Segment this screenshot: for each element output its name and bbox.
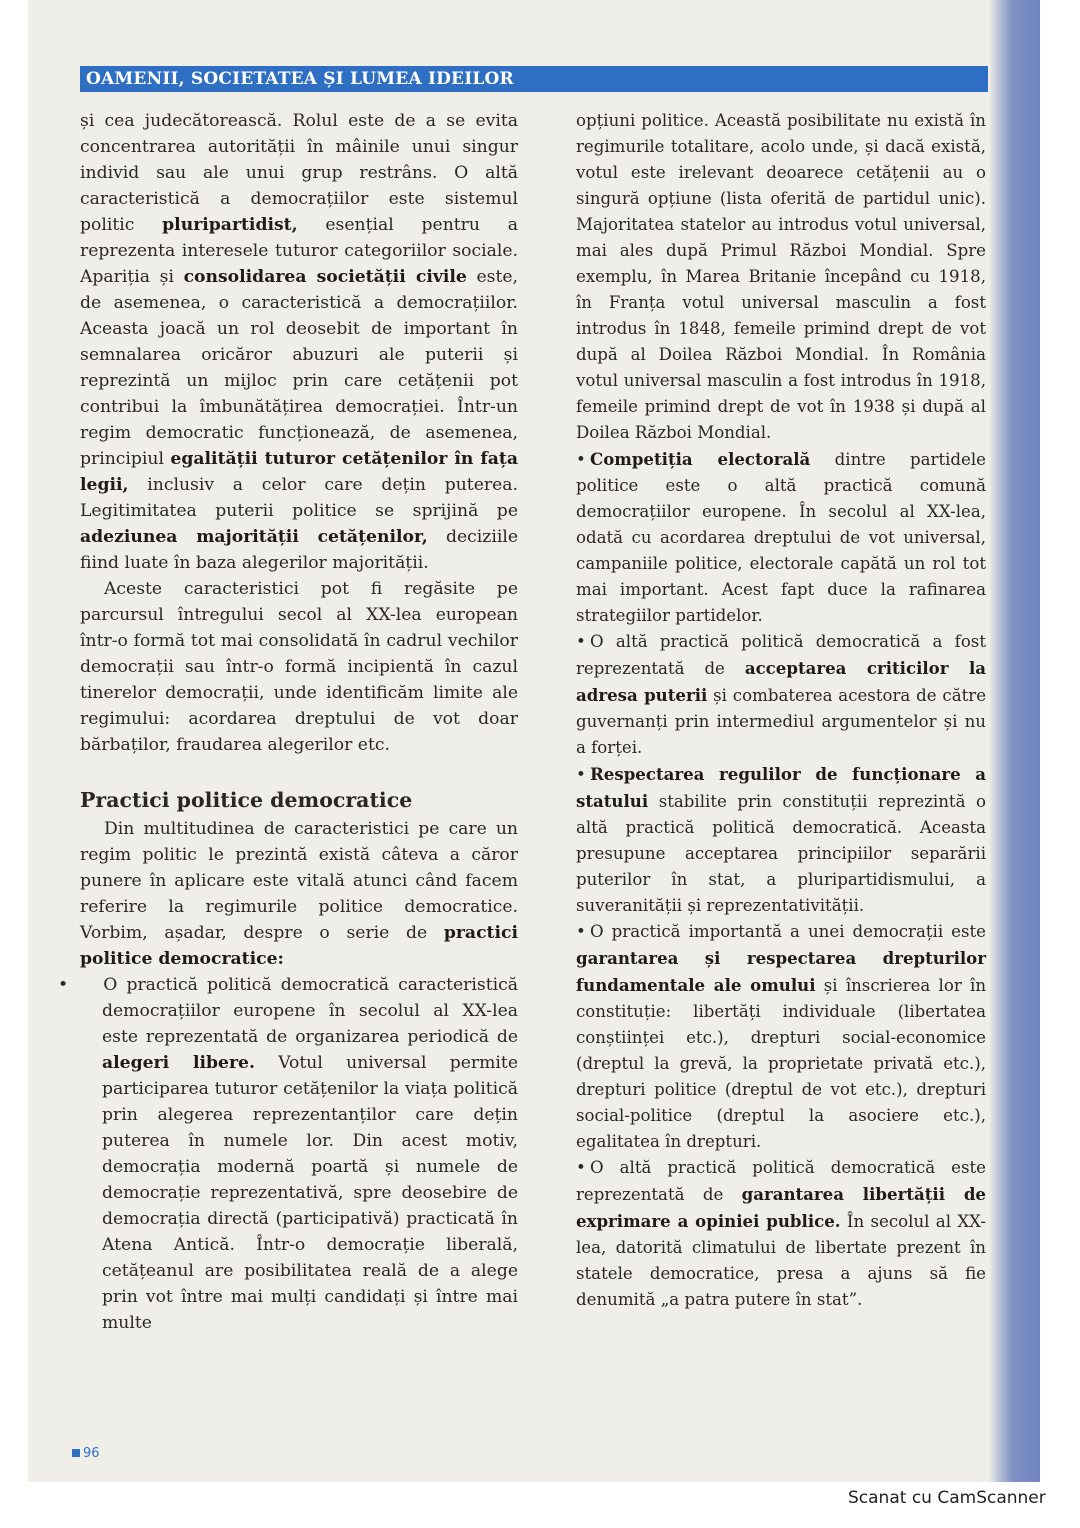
bold-term: consolidarea societății civile [183,267,467,287]
bullet-icon: • [576,632,586,651]
bullet-icon: • [576,922,586,941]
bold-term: egalității tuturor cetățenilor în fața legii, [80,449,518,495]
paragraph-continuation: opțiuni politice. Această posibilitate nu există în regimurile totalitare, acolo unde, și dacă există, votul este irelevant deoarece cetățenii au o singură opțiune (lista oferită de partidul unic). Majoritatea statelor au introdus votul universal, mai ales după Primul Război Mondial. Spre exemplu, în Marea Britanie începând cu 1918, în Franța votul universal masculin a fost introdus în 1848, femeile primind drept de vot după al Doilea Război Mondial. În România votul universal masculin a fost introdus în 1918, femeile primind drept de vot în 1938 și după al Doilea Război Mondial. [576,111,986,442]
scanner-watermark: Scanat cu CamScanner [848,1488,1046,1508]
section-heading: Practici politice democratice [80,788,413,812]
bold-term: Competiția electorală [590,449,811,469]
left-column [58,108,519,1336]
bullet-human-rights: • O practică importantă a unei democrații este garantarea și respectarea drepturilor fundamentale ale omului și înscrierea lor în constituție: libertăți individuale (libertatea conștiinței etc.), drepturi social-economice (dreptul la grevă, la proprietate privată etc.), drepturi politice (dreptul de vot etc.), drepturi social-politice (dreptul la asociere etc.), egalitatea în drepturi. [576,919,986,1155]
bold-term: pluripartidist, [162,215,298,235]
right-column [576,108,986,1313]
paragraph-twentieth-century: Aceste caracteristici pot fi regăsite pe parcursul întregului secol al XX-lea european într-o formă tot mai consolidată în cadrul vechilor democrații sau într-o formă incipientă în cazul tinerelor democrații, unde identificăm limite ale regimului: acordarea dreptului de vot doar bărbaților, fraudarea alegerilor etc. [80,579,518,755]
bold-term: acceptarea criticilor la adresa puterii [576,658,986,705]
paragraph-practices-intro: Din multitudinea de caracteristici pe care un regim politic le prezintă există câteva a căror punere în aplicare este vitală atunci când facem referire la regimurile politice democratice. Vorbim, așadar, despre o serie de practici politice democratice: [80,819,518,969]
paragraph-characteristics: și cea judecătorească. Rolul este de a se evita concentrarea autorității în mâinile unui singur individ sau ale unui grup restrâns. O altă caracteristică a democrațiilor este sistemul politic pluripartidist, esențial pentru a reprezenta interesele tuturor categoriilor sociale. Apariția și consolidarea societății civile este, de asemenea, o caracteristică a democrațiilor. Aceasta joacă un rol deosebit de important în semnalarea oricăror abuzuri ale puterii și reprezintă un mijloc prin care cetățenii pot contribui la îmbunătățirea democrației. Într-un regim democratic funcționează, de asemenea, principiul egalității tuturor cetățenilor în fața legii, inclusiv a celor care dețin puterea. Legitimitatea puterii politice se sprijină pe adeziunea majorității cetățenilor, deciziile fiind luate în baza alegerilor majorității. [80,111,519,573]
bold-term: garantarea libertății de exprimare a opiniei publice. [576,1184,986,1231]
bullet-icon: • [58,975,69,995]
bullet-free-expression: • O altă practică politică democratică este reprezentată de garantarea libertății de exprimare a opiniei publice. În secolul al XX-lea, datorită climatului de libertate prezent în statele democratice, presa a ajuns să fie denumită „a patra putere în stat”. [576,1155,986,1313]
page-edge-shadow [990,0,1040,1482]
page-number: 96 [72,1446,100,1461]
bold-term: adeziunea majorității cetățenilor, [80,527,428,547]
bullet-free-elections: • O practică politică democratică caracteristică democrațiilor europene în secolul al XX-lea este reprezentată de organizarea periodică de alegeri libere. Votul universal permite participarea tuturor cetățenilor la viața politică prin alegerea reprezentanților care dețin puterea în numele lor. Din acest motiv, democrația modernă poartă și numele de democrație reprezentativă, spre deosebire de democrația directă (participativă) practicată în Atena Antică. Într-o democrație liberală, cetățeanul are posibilitatea reală de a alege prin vot între mai mulți candidați și între mai multe [80,972,518,1336]
bold-term: alegeri libere. [102,1053,255,1073]
bullet-icon: • [576,450,586,469]
bullet-electoral-competition: • Competiția electorală dintre partidele politice este o altă practică comună democrațiilor europene. În secolul al XX-lea, odată cu acordarea dreptului de vot universal, campaniile politice, electorale capătă un rol tot mai important. Acest fapt duce la rafinarea strategiilor partidelor. [576,449,986,625]
bold-term: Respectarea regulilor de funcționare a statului [576,764,986,811]
bold-term: garantarea și respectarea drepturilor fundamentale ale omului [576,948,986,995]
bullet-state-rules: • Respectarea regulilor de funcționare a statului stabilite prin constituții reprezintă o altă practică politică democratică. Aceasta presupune acceptarea principiilor separării puterilor în stat, a pluripartidismului, a suveranității și reprezentativității. [576,764,986,915]
page-number-marker-icon [72,1449,80,1457]
bullet-accepting-criticism: • O altă practică politică democratică a fost reprezentată de acceptarea criticilor la adresa puterii și combaterea acestora de către guvernanți prin intermediul argumentelor și nu a forței. [576,629,986,761]
bold-term: practici politice democratice: [80,923,518,969]
bullet-icon: • [576,1158,586,1177]
bullet-icon: • [576,765,586,784]
chapter-header-title: OAMENII, SOCIETATEA ȘI LUMEA IDEILOR [86,69,514,89]
